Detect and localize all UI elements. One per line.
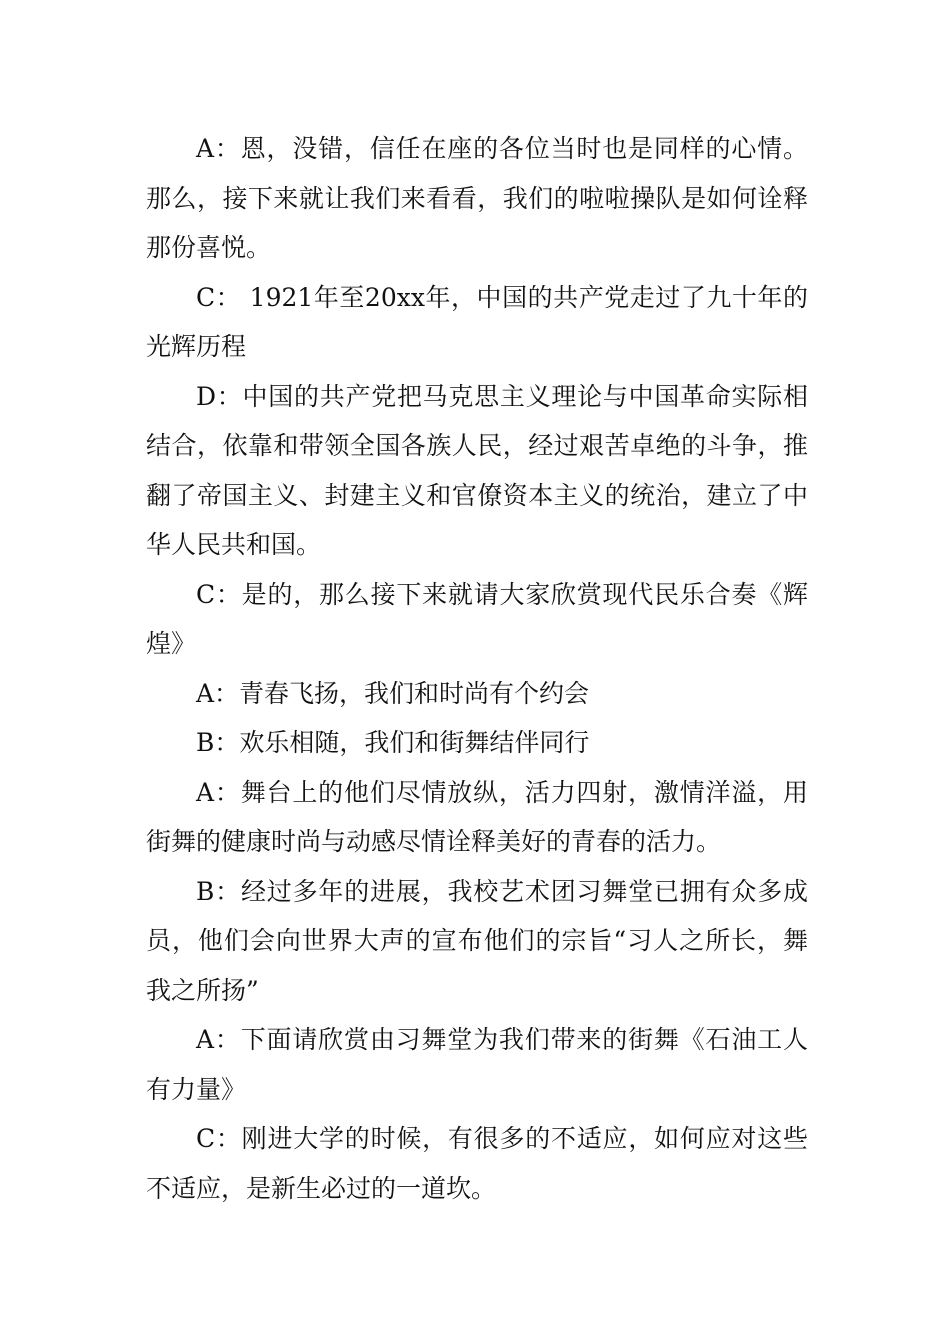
paragraph: D：中国的共产党把马克思主义理论与中国革命实际相结合，依靠和带领全国各族人民，经过艰苦卓绝的斗争，推翻了帝国主义、封建主义和官僚资本主义的统治，建立了中华人民共和国。 (146, 381, 808, 559)
document-body (146, 124, 808, 1213)
paragraph: A：青春飞扬，我们和时尚有个约会 (196, 678, 590, 708)
paragraph: C： 1921年至20xx年，中国的共产党走过了九十年的光辉历程 (146, 282, 808, 361)
paragraph: C：刚进大学的时候，有很多的不适应，如何应对这些不适应，是新生必过的一道坎。 (146, 1124, 808, 1203)
paragraph: A：恩，没错，信任在座的各位当时也是同样的心情。那么，接下来就让我们来看看，我们的啦啦操队是如何诠释那份喜悦。 (146, 134, 808, 262)
paragraph: B：欢乐相随，我们和街舞结伴同行 (196, 728, 590, 757)
paragraph: B：经过多年的进展，我校艺术团习舞堂已拥有众多成员，他们会向世界大声的宣布他们的宗旨“习人之所长，舞我之所扬” (146, 876, 808, 1005)
paragraph: C：是的，那么接下来就请大家欣赏现代民乐合奏《辉煌》 (146, 579, 808, 658)
paragraph: A：舞台上的他们尽情放纵，活力四射，激情洋溢，用街舞的健康时尚与动感尽情诠释美好的青春的活力。 (146, 777, 808, 856)
paragraph: A：下面请欣赏由习舞堂为我们带来的街舞《石油工人有力量》 (146, 1025, 808, 1104)
